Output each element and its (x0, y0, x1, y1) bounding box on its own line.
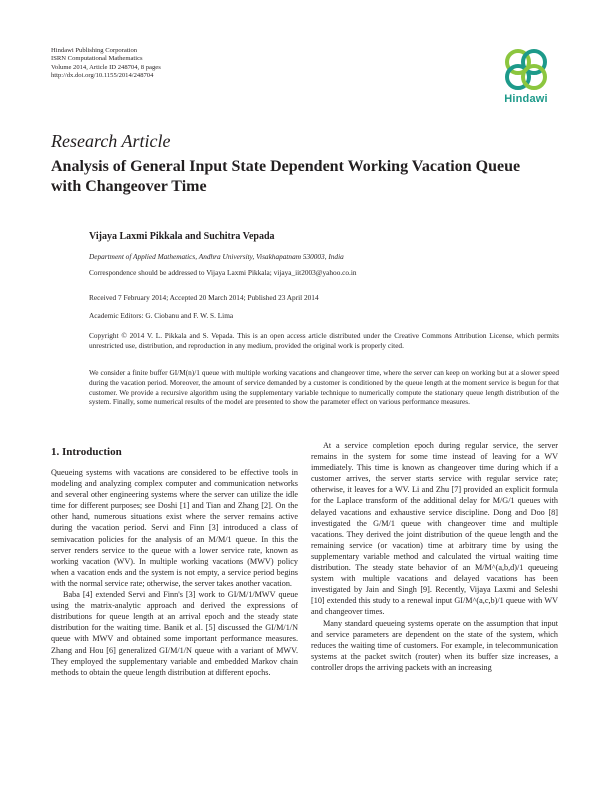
journal-name: ISRN Computational Mathematics (51, 55, 143, 63)
article-title: Analysis of General Input State Dependent Working Vacation Queue with Changeover Time (51, 158, 521, 195)
copyright-notice: Copyright © 2014 V. L. Pikkala and S. Vepada. This is an open access article distributed under the Creative Commons Attribution License, which permits unrestricted use, distribution, and reproduction in any medium, provided the original work is properly cited. (89, 331, 559, 350)
publisher-name: Hindawi Publishing Corporation (51, 47, 138, 54)
logo-text: Hindawi (504, 93, 548, 105)
hindawi-logo (492, 46, 560, 105)
paragraph: Many standard queueing systems operate on the assumption that input and service parameters are dependent on the state of the system, which reduces the waiting time of customers. For example, in telecommunication systems at the packet switch (router) when its buffer size increases, a controller drops the arriving packets with an increasing (311, 618, 558, 672)
article-type: Research Article (51, 131, 171, 151)
right-column (311, 440, 558, 673)
left-column (51, 446, 298, 678)
doi-link[interactable]: http://dx.doi.org/10.1155/2014/248704 (51, 72, 154, 80)
author-list: Vijaya Laxmi Pikkala and Suchitra Vepada (89, 231, 275, 242)
abstract: We consider a finite buffer GI/M(n)/1 queue with multiple working vacations and changeover time, where the server can keep on working but at a slower speed during the vacation period. Moreover, the amount of service demanded by a customer is conditioned by the queue length at the moment service is begun for that customer. We provide a recursive algorithm using the supplementary variable technique to numerically compute the stationary queue length distribution of the system. Finally, some numerical results of the model are presented to show the parameter effect on various performance measures. (89, 368, 559, 407)
volume-line: Volume 2014, Article ID 248704, 8 pages (51, 63, 161, 71)
section-heading: 1. Introduction (51, 446, 122, 458)
journal-header (51, 47, 161, 81)
affiliation: Department of Applied Mathematics, Andhra University, Visakhapatnam 530003, India (89, 252, 344, 261)
publication-dates: Received 7 February 2014; Accepted 20 March 2014; Published 23 April 2014 (89, 293, 319, 302)
correspondence: Correspondence should be addressed to Vijaya Laxmi Pikkala; vijaya_iit2003@yahoo.co.in (89, 268, 357, 277)
logo-rings-icon (501, 46, 551, 92)
academic-editors: Academic Editors: G. Ciobanu and F. W. S. Lima (89, 311, 234, 320)
paragraph: At a service completion epoch during regular service, the server remains in the system for some time instead of leaving for a WV immediately. This time is known as changeover time during which if a customer arrives, the server starts service with regular service rate; otherwise, it leaves for a WV. Li and Zhu [7] provided an explicit formula for the Laplace transform of the additional delay for M/G/1 queues with delayed vacations and exhaustive service discipline. Dong and Doo [8] investigated the G/M/1 queue with changeover time and multiple vacations. They derived the joint distribution of the queue length and the remaining service (or vacation) time at arbitrary time by using the supplementary variable method and calculated the virtual waiting time distribution. The steady state behavior of an M/M^(a,b,d)/1 queueing system with multiple vacations and delayed vacations has been investigated by Jain and Singh [9]. Recently, Vijaya Laxmi and Seleshi [10] extended this study to a renewal input GI/M^(a,c,b)/1 queue with WV and changeover times. (311, 441, 558, 617)
paragraph: Baba [4] extended Servi and Finn's [3] work to GI/M/1/MWV queue using the matrix-analytic approach and derived the expressions of distributions for queue length at an arrival epoch and the steady state distribution for the waiting time. Banik et al. [5] discussed the GI/M/1/N queue with MWV and obtained some important performance measures. Zhang and Hou [6] generalized GI/M/1/N queue with a variant of MWV. They employed the supplementary variable and embedded Markov chain methods to obtain the queue length distribution at different epochs. (51, 590, 298, 677)
paragraph: Queueing systems with vacations are considered to be effective tools in modeling and analyzing complex computer and communication networks and several other engineering systems where the server can utilize the idle time for different purposes; see Doshi [1] and Tian and Zhang [2]. On the other hand, numerous situations exist where the server remains active during the vacation period. Servi and Finn [3] introduced a class of semivacation policies for the analysis of an M/M/1 queue. In this the server renders service to the queue with a lower service rate, known as working vacation (WV). In multiple working vacations (MWV) policy when a vacation ends and the system is not empty, a service period begins with the normal service rate; otherwise, the server takes another vacation. (51, 468, 298, 588)
